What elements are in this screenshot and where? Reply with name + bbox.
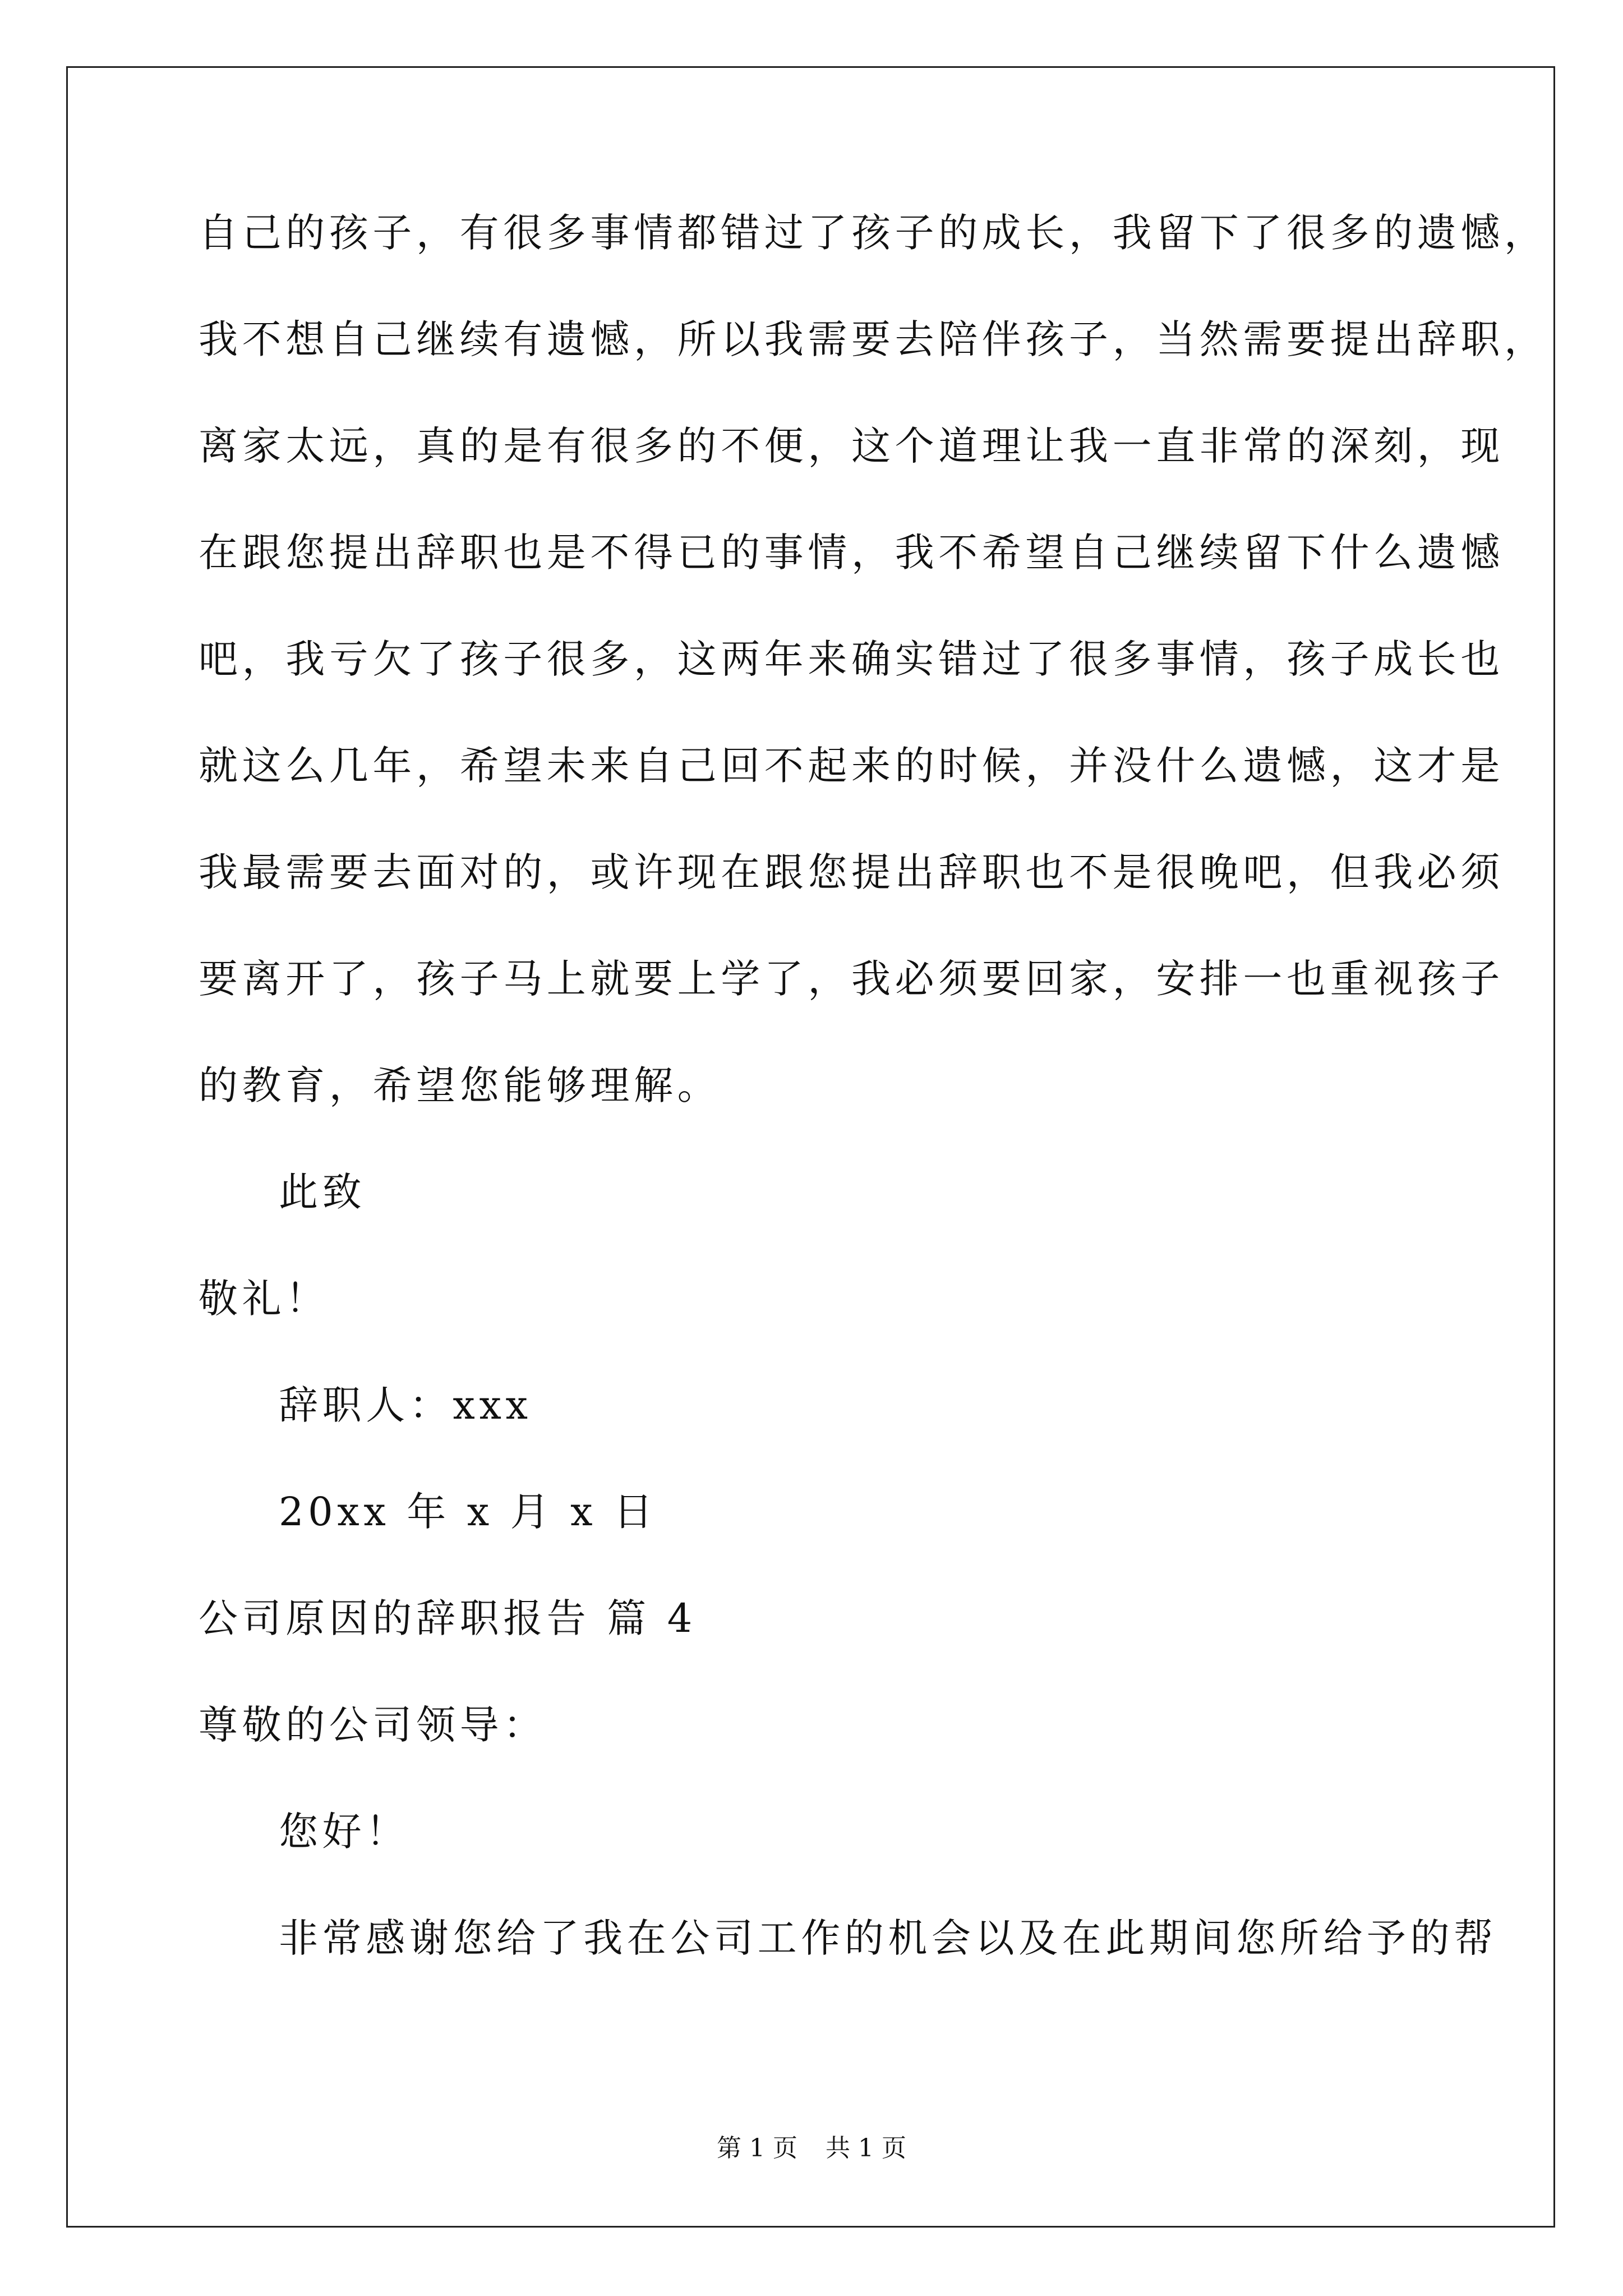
page-border <box>66 66 1555 2228</box>
section-title: 公司原因的辞职报告 篇 4 <box>199 1595 697 1641</box>
body-text-line: 我不想自己继续有遗憾，所以我需要去陪伴孩子，当然需要提出辞职， <box>199 316 1548 362</box>
body-text-line: 我最需要去面对的，或许现在跟您提出辞职也不是很晚吧，但我必须 <box>199 849 1504 895</box>
closing-regards: 敬礼！ <box>199 1276 329 1322</box>
body-text-line: 在跟您提出辞职也是不得已的事情，我不希望自己继续留下什么遗憾 <box>199 530 1504 576</box>
page-footer <box>0 2132 1623 2165</box>
body-text-line: 的教育，希望您能够理解。 <box>199 1062 721 1108</box>
signature-name: 辞职人：xxx <box>279 1382 532 1428</box>
page-number: 第 1 页 <box>717 2134 797 2162</box>
closing-salutation: 此致 <box>279 1169 366 1215</box>
signature-date: 20xx 年 x 月 x 日 <box>279 1489 657 1535</box>
body-text-line: 非常感谢您给了我在公司工作的机会以及在此期间您所给予的帮 <box>279 1915 1497 1961</box>
page-total: 共 1 页 <box>826 2134 906 2162</box>
body-text-line: 吧，我亏欠了孩子很多，这两年来确实错过了很多事情，孩子成长也 <box>199 636 1504 682</box>
body-text-line: 就这么几年，希望未来自己回不起来的时候，并没什么遗憾，这才是 <box>199 743 1504 789</box>
recipient-greeting: 尊敬的公司领导： <box>199 1702 547 1748</box>
greeting: 您好！ <box>279 1809 409 1855</box>
body-text-line: 自己的孩子，有很多事情都错过了孩子的成长，我留下了很多的遗憾， <box>199 210 1548 256</box>
body-text-line: 要离开了，孩子马上就要上学了，我必须要回家，安排一也重视孩子 <box>199 956 1504 1002</box>
body-text-line: 离家太远，真的是有很多的不便，这个道理让我一直非常的深刻，现 <box>199 423 1504 469</box>
